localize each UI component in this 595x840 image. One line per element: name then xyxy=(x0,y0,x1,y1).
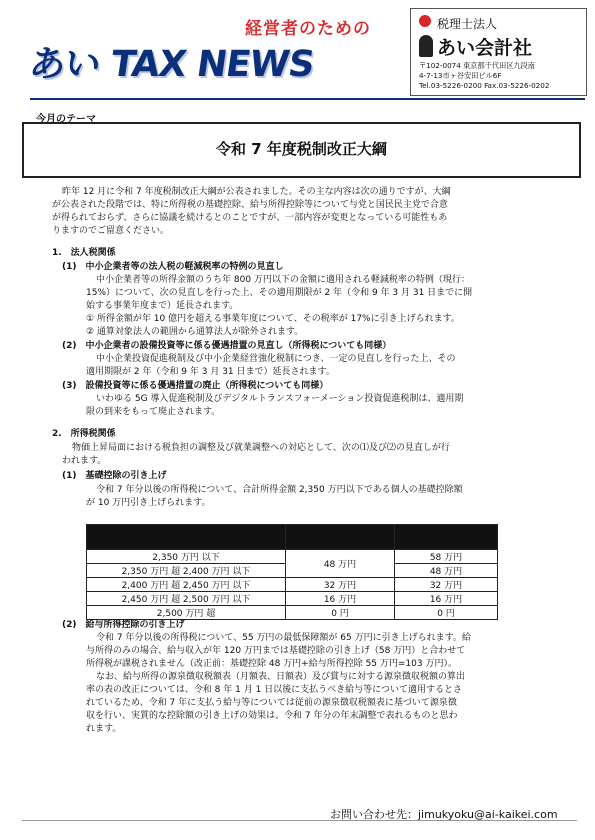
table-cell: 58 万円 xyxy=(395,550,498,564)
item-title: (2) 中小企業者の設備投資等に係る優遇措置の見直し（所得税についても同様） xyxy=(62,341,392,351)
firm-logo-icon xyxy=(419,35,433,57)
body-line: 収を行い、実質的な控除額の引き上げの効果は、令和 7 年分の年末調整で表れるものと思わ xyxy=(86,711,458,721)
body-line: 物価上昇局面における税負担の調整及び就業調整への対応として、次の⑴及び⑵の見直しが行 xyxy=(72,443,450,453)
table-cell: 2,450 万円 超 2,500 万円 以下 xyxy=(87,592,286,606)
contact-email[interactable]: お問い合わせ先：jimukyoku@ai-kaikei.com xyxy=(330,808,558,821)
firm-name: あい会計社 xyxy=(437,37,533,59)
body-line: ② 通算対象法人の範囲から通算法人が除外されます。 xyxy=(86,327,304,337)
body-line: 中小企業者等の所得金額のうち年 800 万円以下の金額に適用される軽減税率の特例（現行： xyxy=(96,275,470,285)
table-header-row xyxy=(87,525,498,550)
table-row xyxy=(87,550,498,564)
body-line: 所得税が課税されません（改正前：基礎控除 48 万円+給与所得控除 55 万円=103 万円）。 xyxy=(86,659,457,669)
body-line: 適用期限が 2 年（令和 9 年 3 月 31 日まで）延長されます。 xyxy=(86,367,335,377)
section-heading: 2. 所得税関係 xyxy=(52,429,116,439)
body-line: れます。 xyxy=(86,724,122,734)
body-line: 率の表の改正については、令和 8 年 1 月 1 日以後に支払うべき給与等について適用するとさ xyxy=(86,685,462,695)
masthead xyxy=(26,12,400,92)
body-line: が 10 万円引き上げられます。 xyxy=(86,498,211,508)
table-cell: 2,400 万円 超 2,450 万円 以下 xyxy=(87,578,286,592)
table-row xyxy=(87,592,498,606)
body-line: 令和 7 年分以後の所得税について、55 万円の最低保障額が 65 万円に引き上げられます。給 xyxy=(96,633,471,643)
basic-deduction-table xyxy=(86,524,498,620)
table-cell: 16 万円 xyxy=(395,592,498,606)
table-cell: 2,350 万円 超 2,400 万円 以下 xyxy=(87,564,286,578)
body-line: 令和 7 年分以後の所得税について、合計所得金額 2,350 万円以下である個人の基礎控除額 xyxy=(96,485,463,495)
table-cell: 32 万円 xyxy=(286,578,395,592)
table-cell: 32 万円 xyxy=(395,578,498,592)
firm-address: 〒102-0074 東京都千代田区九段南 4-7-13市ヶ谷安田ビル6F Tel.03-5226-0200 Fax.03-5226-0202 xyxy=(419,61,550,90)
table-row xyxy=(87,606,498,620)
table-cell: 2,350 万円 以下 xyxy=(87,550,286,564)
intro-line: が得られておらず、さらに協議を続けるとのことですが、一部内容が変更となっている可能性もあ xyxy=(52,213,448,223)
intro-line: りますのでご留意ください。 xyxy=(52,226,170,236)
table-row xyxy=(87,578,498,592)
item-title: (2) 給与所得控除の引き上げ xyxy=(62,620,185,630)
item-title: (1) 中小企業者等の法人税の軽減税率の特例の見直し xyxy=(62,262,284,272)
body-line: れているため、令和 7 年に支払う給与等については従前の源泉徴収税額表に基づいて源泉徴 xyxy=(86,698,457,708)
table-cell: 16 万円 xyxy=(286,592,395,606)
theme-label: 今月のテーマ xyxy=(36,114,96,125)
intro-line: が公表された段階では、特に所得税の基礎控除、給与所得控除等について与党と国民民主党で合意 xyxy=(52,200,448,210)
newsletter-logo: あい TAX NEWS xyxy=(26,44,317,85)
body-line: 始する事業年度まで）延長されます。 xyxy=(86,301,239,311)
table-cell: 48 万円 xyxy=(286,550,395,578)
body-line: 中小企業投資促進税制及び中小企業経営強化税制につき、一定の見直しを行った上、その xyxy=(96,354,456,364)
firm-type: 税理士法人 xyxy=(437,17,498,31)
body-line: ① 所得金額が年 10 億円を超える事業年度について、その税率が 17%に引き上げられます。 xyxy=(86,314,460,324)
table-cell: 48 万円 xyxy=(395,564,498,578)
body-line: いわゆる 5G 導入促進税制及びデジタルトランスフォーメーション投資促進税制は、適用期 xyxy=(96,394,464,404)
page-title: 令和 7 年度税制改正大綱 xyxy=(216,140,387,158)
firm-card xyxy=(410,8,587,96)
body-line: なお、給与所得の源泉徴収税額表（月額表、日額表）及び賞与に対する源泉徴収税額の算出 xyxy=(96,672,466,682)
table-cell: 0 円 xyxy=(286,606,395,620)
body-line: われます。 xyxy=(62,456,107,466)
theme-box xyxy=(22,122,581,178)
body-line: 15%）について、次の見直しを行った上、その適用期限が 2 年（令和 9 年 3 月 31 日までに開 xyxy=(86,288,473,298)
intro-line: 昨年 12 月に令和 7 年度税制改正大綱が公表されました。その主な内容は次の通りですが、大綱 xyxy=(62,187,451,197)
item-title: (1) 基礎控除の引き上げ xyxy=(62,471,167,481)
item-title: (3) 設備投資等に係る優遇措置の廃止（所得税についても同様） xyxy=(62,381,329,391)
masthead-tagline: 経営者のための xyxy=(245,19,371,39)
header-rule xyxy=(30,98,585,100)
section-heading: 1. 法人税関係 xyxy=(52,248,116,258)
body-line: 限の到来をもって廃止されます。 xyxy=(86,407,221,417)
table-cell: 2,500 万円 超 xyxy=(87,606,286,620)
table-cell: 0 円 xyxy=(395,606,498,620)
body-line: 与所得のみの場合、給与収入が年 120 万円までは基礎控除の引き上げ（58 万円）と合わせて xyxy=(86,646,466,656)
firm-seal-icon xyxy=(419,15,431,27)
